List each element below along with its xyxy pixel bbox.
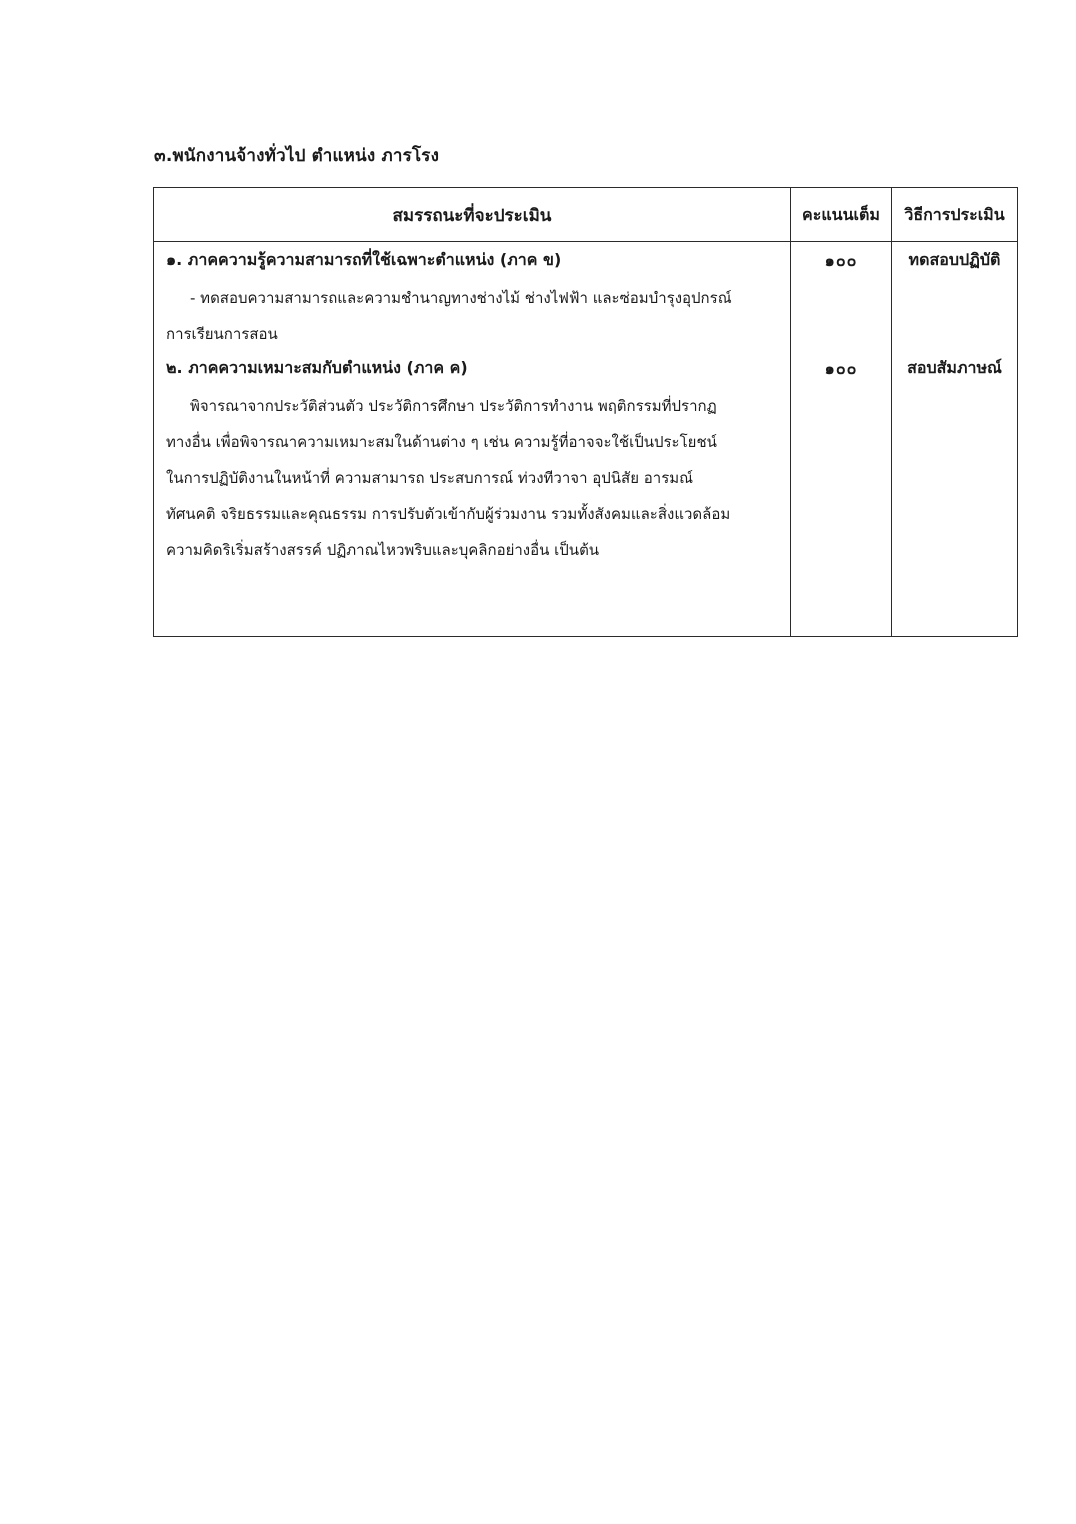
table-header-row bbox=[154, 188, 1017, 242]
document-heading: ๓.พนักงานจ้างทั่วไป ตำแหน่ง ภารโรง bbox=[154, 146, 440, 166]
section-2-line: ทัศนคติ จริยธรรมและคุณธรรม การปรับตัวเข้ากับผู้ร่วมงาน รวมทั้งสังคมและสิ่งแวดล้อม bbox=[166, 505, 731, 523]
section-1-title: ๑. ภาคความรู้ความสามารถที่ใช้เฉพาะตำแหน่ง (ภาค ข) bbox=[166, 250, 562, 269]
section-1-score: ๑๐๐ bbox=[824, 251, 858, 270]
section-2-method: สอบสัมภาษณ์ bbox=[907, 358, 1002, 377]
header-competency: สมรรถนะที่จะประเมิน bbox=[392, 205, 552, 226]
evaluation-table bbox=[153, 187, 1018, 637]
header-method: วิธีการประเมิน bbox=[904, 204, 1005, 224]
section-2-line: พิจารณาจากประวัติส่วนตัว ประวัติการศึกษา ประวัติการทำงาน พฤติกรรมที่ปรากฏ bbox=[190, 397, 717, 415]
section-1-method: ทดสอบปฏิบัติ bbox=[908, 250, 1001, 269]
section-1-line: การเรียนการสอน bbox=[166, 325, 278, 343]
section-2-score: ๑๐๐ bbox=[824, 359, 858, 378]
section-2-line: ความคิดริเริ่มสร้างสรรค์ ปฏิภาณไหวพริบและบุคลิกอย่างอื่น เป็นต้น bbox=[166, 541, 600, 559]
section-2-line: ทางอื่น เพื่อพิจารณาความเหมาะสมในด้านต่าง ๆ เช่น ความรู้ที่อาจจะใช้เป็นประโยชน์ bbox=[166, 433, 717, 451]
section-2-line: ในการปฏิบัติงานในหน้าที่ ความสามารถ ประสบการณ์ ท่วงทีวาจา อุปนิสัย อารมณ์ bbox=[166, 469, 694, 487]
header-full-score: คะแนนเต็ม bbox=[802, 204, 880, 224]
section-2-title: ๒. ภาคความเหมาะสมกับตำแหน่ง (ภาค ค) bbox=[166, 358, 468, 377]
section-1-line: - ทดสอบความสามารถและความชำนาญทางช่างไม้ ช่างไฟฟ้า และซ่อมบำรุงอุปกรณ์ bbox=[190, 289, 732, 307]
